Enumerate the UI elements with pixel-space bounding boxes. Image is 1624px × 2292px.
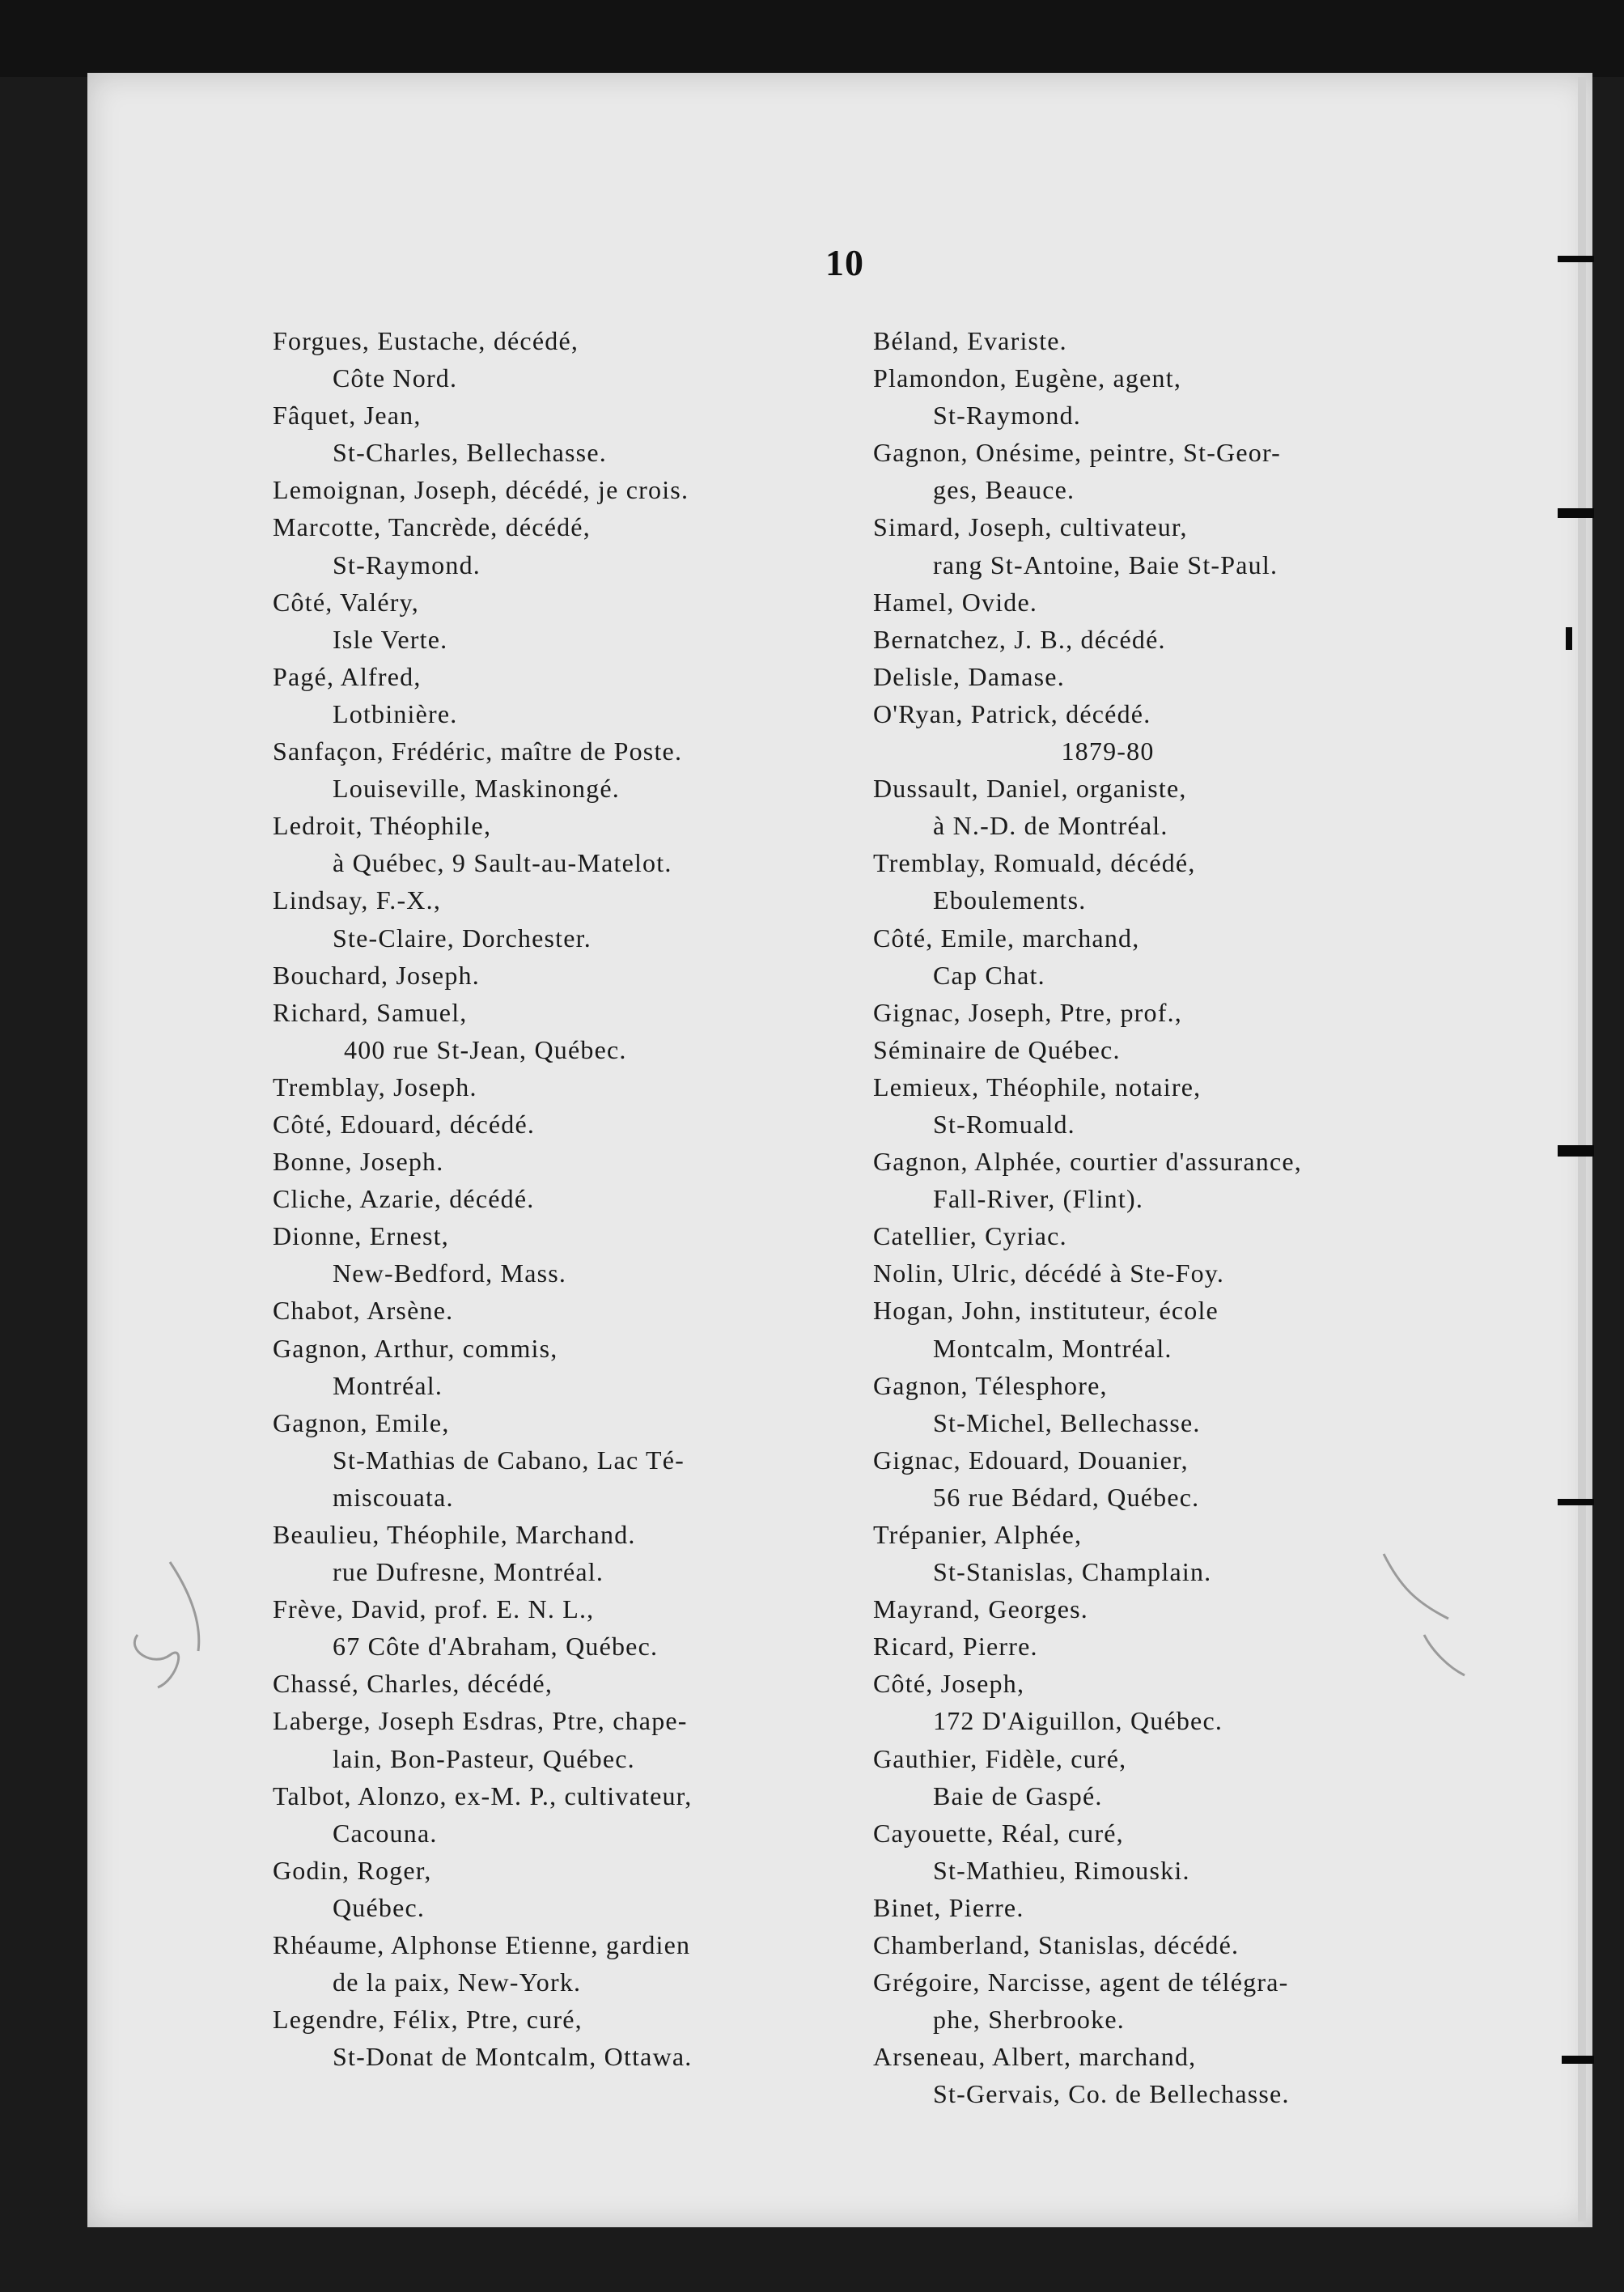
directory-line: lain, Bon-Pasteur, Québec. — [333, 1743, 635, 1773]
directory-line: Louiseville, Maskinongé. — [333, 774, 620, 804]
directory-line: Cliche, Azarie, décédé. — [273, 1184, 535, 1214]
directory-line: Cap Chat. — [933, 960, 1045, 990]
directory-line: rue Dufresne, Montréal. — [333, 1557, 604, 1587]
registration-mark — [1558, 1499, 1594, 1505]
directory-line: Lindsay, F.-X., — [273, 885, 442, 915]
directory-line: Marcotte, Tancrède, décédé, — [273, 512, 591, 542]
directory-line: 56 rue Bédard, Québec. — [933, 1482, 1200, 1512]
directory-line: Lemoignan, Joseph, décédé, je crois. — [273, 475, 689, 505]
directory-line: Montréal. — [333, 1370, 443, 1400]
directory-line: O'Ryan, Patrick, décédé. — [873, 698, 1151, 728]
directory-line: Fâquet, Jean, — [273, 401, 422, 431]
directory-line: Richard, Samuel, — [273, 997, 468, 1027]
directory-line: rang St-Antoine, Baie St-Paul. — [933, 550, 1278, 579]
directory-line: miscouata. — [333, 1482, 454, 1512]
directory-line: New-Bedford, Mass. — [333, 1258, 567, 1288]
directory-line: à N.-D. de Montréal. — [933, 811, 1168, 841]
directory-line: Trépanier, Alphée, — [873, 1520, 1083, 1549]
directory-line: Gignac, Joseph, Ptre, prof., — [873, 997, 1182, 1027]
registration-mark — [1566, 627, 1572, 650]
directory-line: Gagnon, Onésime, peintre, St-Geor- — [873, 438, 1282, 468]
directory-line: Grégoire, Narcisse, agent de télégra- — [873, 1967, 1289, 1997]
directory-line: Talbot, Alonzo, ex-M. P., cultivateur, — [273, 1781, 693, 1810]
directory-line: Laberge, Joseph Esdras, Ptre, chape- — [273, 1706, 688, 1736]
directory-line: Côté, Edouard, décédé. — [273, 1109, 536, 1139]
directory-line: Dionne, Ernest, — [273, 1221, 449, 1251]
directory-line: 400 rue St-Jean, Québec. — [344, 1034, 627, 1064]
directory-line: Gauthier, Fidèle, curé, — [873, 1743, 1127, 1773]
directory-line: St-Stanislas, Champlain. — [933, 1557, 1212, 1587]
directory-line: Dussault, Daniel, organiste, — [873, 774, 1187, 804]
directory-line: de la paix, New-York. — [333, 1967, 582, 1997]
directory-line: Gagnon, Alphée, courtier d'assurance, — [873, 1147, 1302, 1177]
directory-line: St-Gervais, Co. de Bellechasse. — [933, 2079, 1290, 2109]
directory-line: Sanfaçon, Frédéric, maître de Poste. — [273, 736, 683, 766]
pencil-annotation — [121, 1513, 218, 1700]
directory-line: Béland, Evariste. — [873, 326, 1067, 355]
directory-line: Gagnon, Télesphore, — [873, 1370, 1108, 1400]
directory-line: Ledroit, Théophile, — [273, 811, 492, 841]
scan-background — [0, 0, 1624, 77]
directory-line: Gagnon, Arthur, commis, — [273, 1333, 558, 1363]
directory-line: Bonne, Joseph. — [273, 1147, 444, 1177]
directory-line: Chamberland, Stanislas, décédé. — [873, 1930, 1240, 1960]
directory-line: Séminaire de Québec. — [873, 1034, 1121, 1064]
directory-line: Tremblay, Joseph. — [273, 1072, 477, 1101]
directory-line: Beaulieu, Théophile, Marchand. — [273, 1520, 636, 1549]
directory-line: St-Romuald. — [933, 1109, 1075, 1139]
directory-line: Gignac, Edouard, Douanier, — [873, 1445, 1189, 1475]
directory-line: Frève, David, prof. E. N. L., — [273, 1594, 595, 1624]
directory-line: Fall-River, (Flint). — [933, 1184, 1144, 1214]
directory-line: Rhéaume, Alphonse Etienne, gardien — [273, 1930, 691, 1960]
directory-line: Hamel, Ovide. — [873, 587, 1038, 617]
right-column — [873, 322, 1440, 2113]
directory-line: St-Mathieu, Rimouski. — [933, 1855, 1190, 1885]
directory-line: Eboulements. — [933, 885, 1087, 915]
registration-mark — [1558, 256, 1594, 262]
directory-line: Lemieux, Théophile, notaire, — [873, 1072, 1202, 1101]
directory-line: Gagnon, Emile, — [273, 1407, 450, 1437]
directory-line: Arseneau, Albert, marchand, — [873, 2042, 1197, 2072]
directory-line: Tremblay, Romuald, décédé, — [873, 848, 1196, 878]
directory-line: Lotbinière. — [333, 698, 458, 728]
directory-line: St-Michel, Bellechasse. — [933, 1407, 1201, 1437]
directory-line: phe, Sherbrooke. — [933, 2005, 1125, 2035]
directory-line: Côte Nord. — [333, 363, 458, 393]
directory-line: Godin, Roger, — [273, 1855, 432, 1885]
directory-line: Côté, Joseph, — [873, 1669, 1025, 1699]
directory-line: Ste-Claire, Dorchester. — [333, 923, 592, 953]
directory-line: St-Mathias de Cabano, Lac Té- — [333, 1445, 685, 1475]
directory-line: St-Raymond. — [933, 401, 1081, 431]
directory-line: Simard, Joseph, cultivateur, — [873, 512, 1188, 542]
directory-line: Bouchard, Joseph. — [273, 960, 480, 990]
directory-line: 172 D'Aiguillon, Québec. — [933, 1706, 1223, 1736]
directory-line: Legendre, Félix, Ptre, curé, — [273, 2005, 583, 2035]
directory-line: Nolin, Ulric, décédé à Ste-Foy. — [873, 1258, 1225, 1288]
directory-line: St-Donat de Montcalm, Ottawa. — [333, 2042, 693, 2072]
directory-line: Côté, Valéry, — [273, 587, 419, 617]
directory-line: Mayrand, Georges. — [873, 1594, 1088, 1624]
directory-line: Chassé, Charles, décédé, — [273, 1669, 553, 1699]
page-number: 10 — [825, 242, 864, 283]
registration-mark — [1562, 2056, 1594, 2064]
directory-line: Catellier, Cyriac. — [873, 1221, 1067, 1251]
registration-mark — [1558, 1145, 1594, 1157]
directory-line: Cayouette, Réal, curé, — [873, 1818, 1124, 1848]
directory-line: Forgues, Eustache, décédé, — [273, 326, 579, 355]
left-column — [273, 322, 839, 2075]
directory-line: Québec. — [333, 1892, 426, 1922]
directory-line: Ricard, Pierre. — [873, 1632, 1038, 1662]
directory-line: ges, Beauce. — [933, 475, 1075, 505]
directory-line: Plamondon, Eugène, agent, — [873, 363, 1182, 393]
directory-line: Binet, Pierre. — [873, 1892, 1024, 1922]
directory-line: à Québec, 9 Sault-au-Matelot. — [333, 848, 672, 878]
directory-line: Côté, Emile, marchand, — [873, 923, 1140, 953]
directory-line: 1879-80 — [1061, 736, 1155, 766]
directory-line: Hogan, John, instituteur, école — [873, 1296, 1219, 1326]
directory-line: Chabot, Arsène. — [273, 1296, 454, 1326]
directory-line: St-Raymond. — [333, 550, 481, 579]
directory-line: 67 Côte d'Abraham, Québec. — [333, 1632, 659, 1662]
directory-line: Pagé, Alfred, — [273, 661, 422, 691]
directory-line: Bernatchez, J. B., décédé. — [873, 624, 1166, 654]
directory-line: St-Charles, Bellechasse. — [333, 438, 607, 468]
directory-line: Montcalm, Montréal. — [933, 1333, 1172, 1363]
directory-line: Baie de Gaspé. — [933, 1781, 1103, 1810]
registration-mark — [1558, 508, 1594, 518]
directory-line: Cacouna. — [333, 1818, 438, 1848]
directory-line: Delisle, Damase. — [873, 661, 1065, 691]
directory-line: Isle Verte. — [333, 624, 448, 654]
